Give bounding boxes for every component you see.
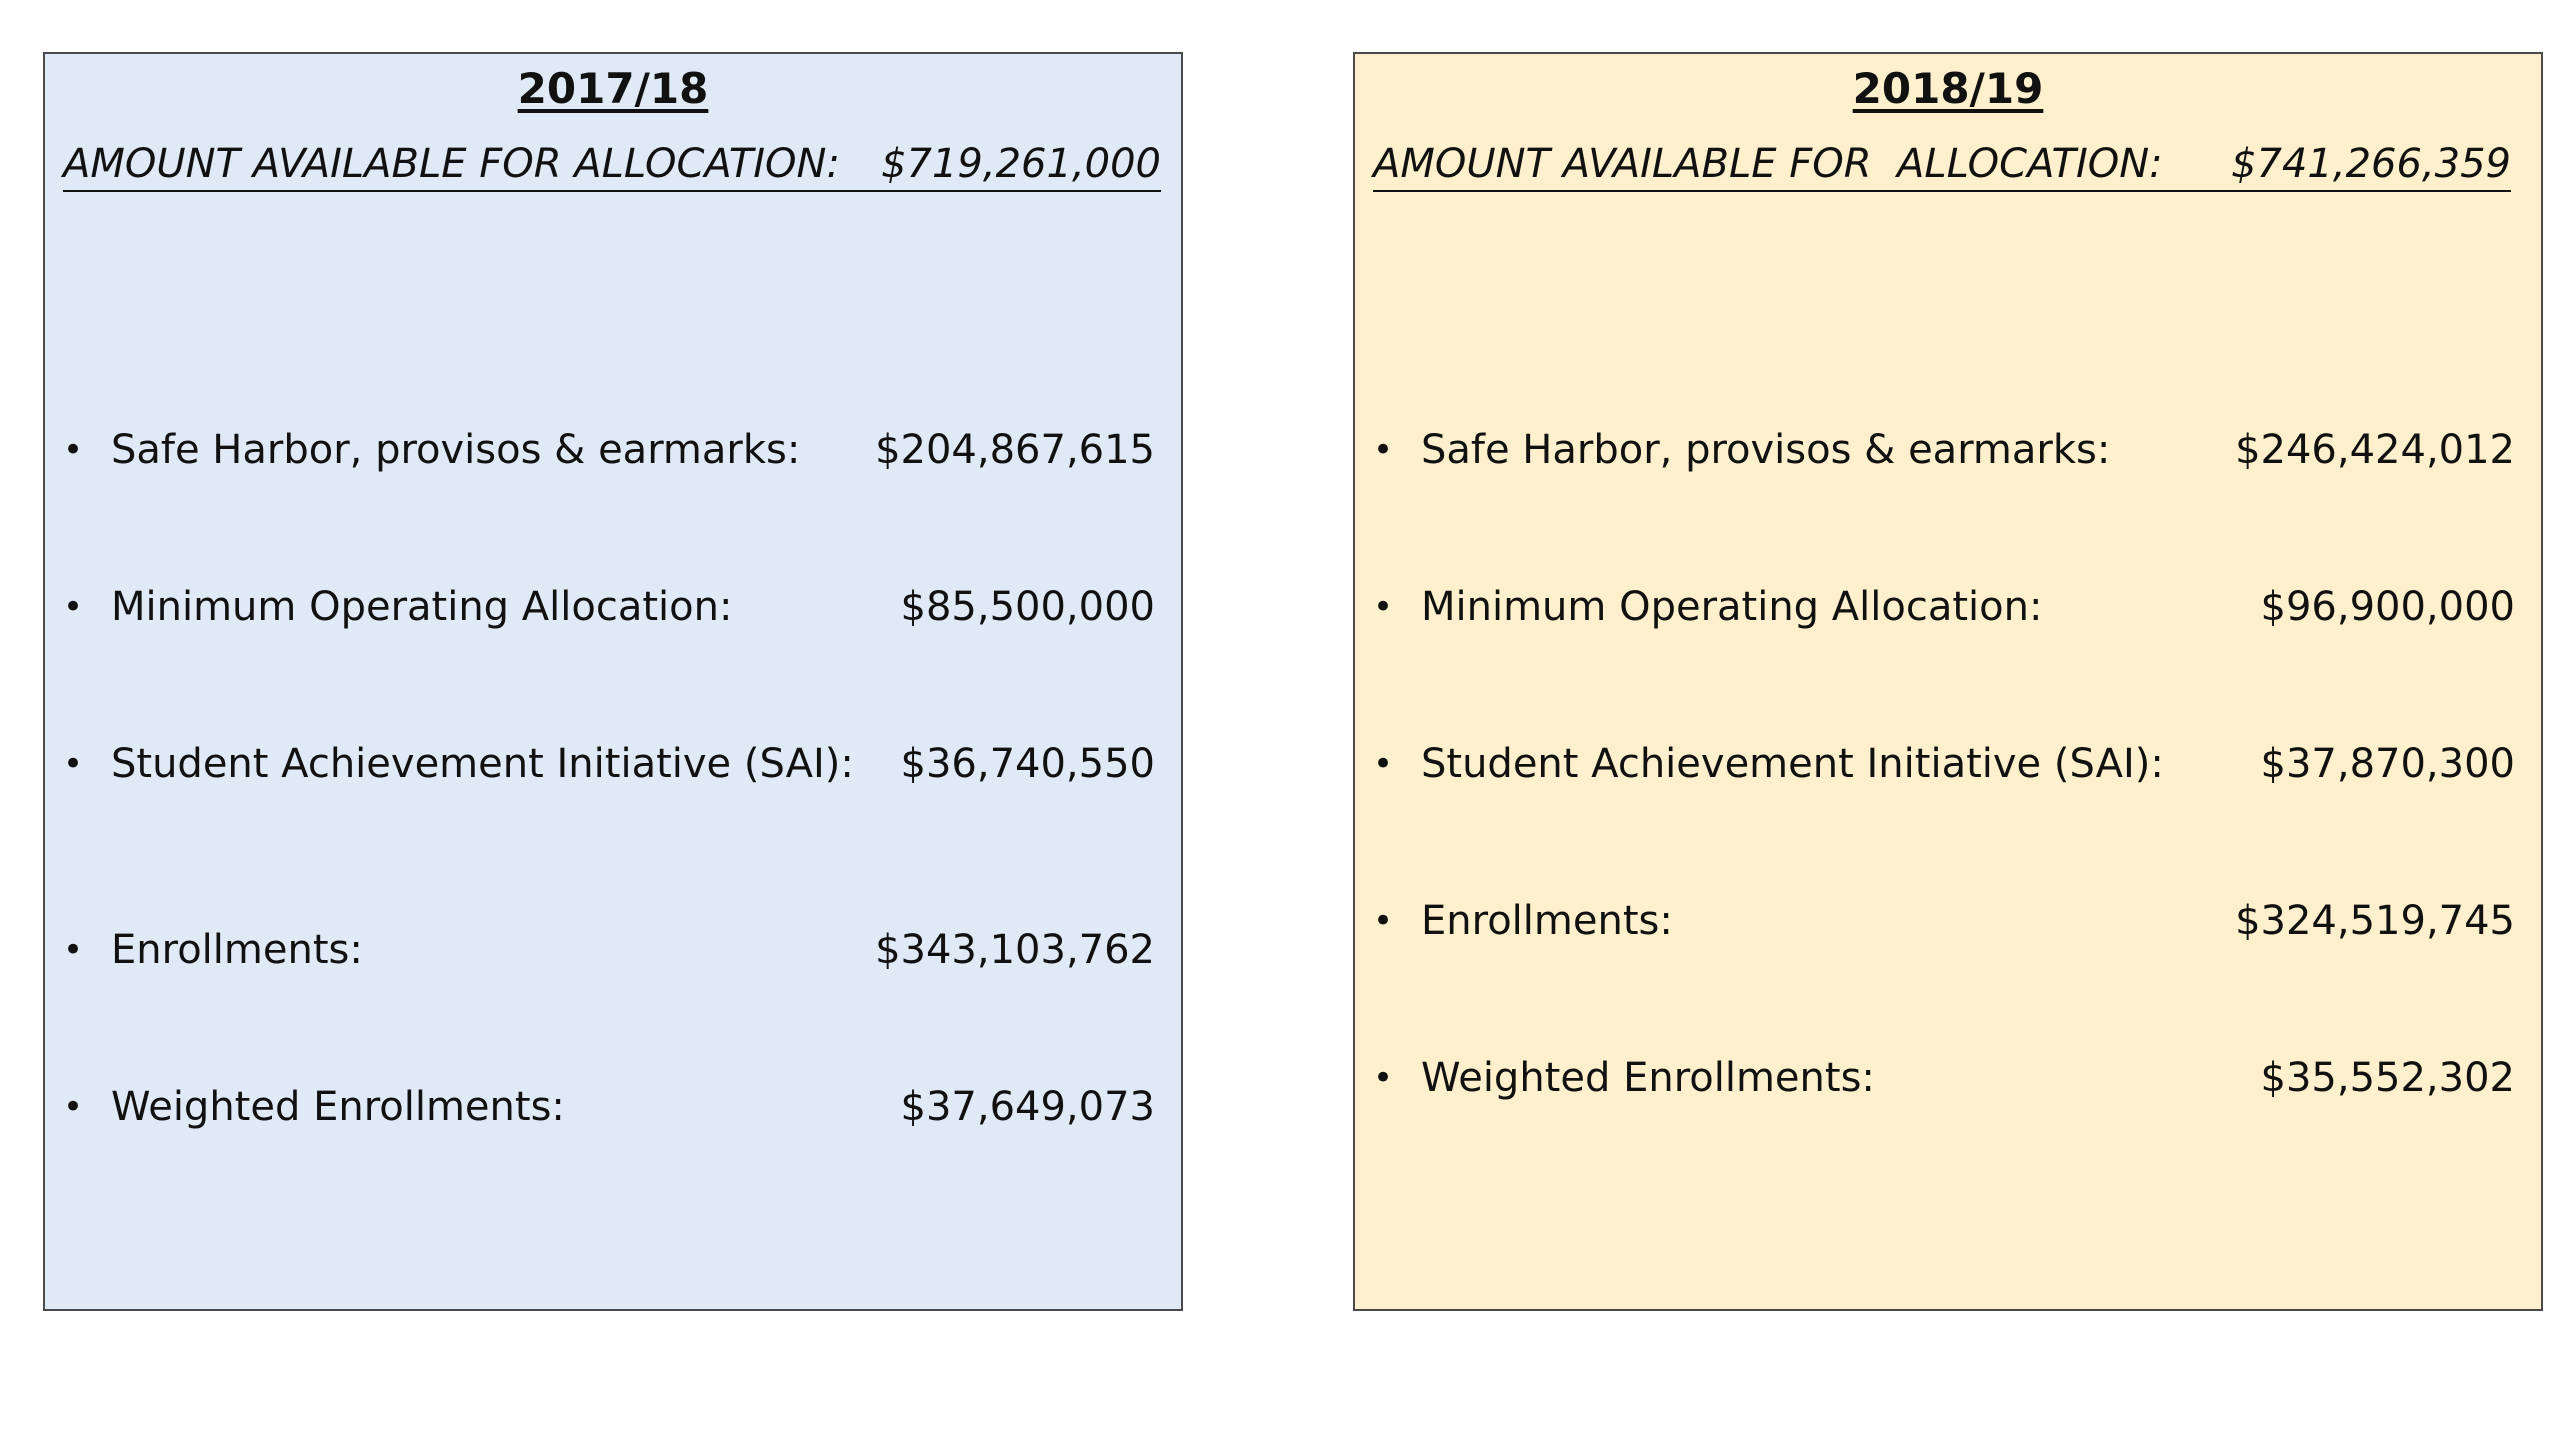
bullet-icon: •: [1373, 900, 1394, 941]
item-label: Minimum Operating Allocation:: [1421, 584, 2043, 630]
item-label: Weighted Enrollments:: [1421, 1055, 1875, 1101]
item-value: $36,740,550: [900, 741, 1155, 787]
bullet-icon: •: [63, 929, 84, 970]
year-heading: 2018/19: [1852, 64, 2044, 113]
amount-available-label: AMOUNT AVAILABLE FOR ALLOCATION:: [63, 141, 840, 187]
item-value: $324,519,745: [2235, 898, 2515, 944]
item-label: Enrollments:: [1421, 898, 1673, 944]
bullet-icon: •: [63, 743, 84, 784]
list-item: [63, 926, 363, 974]
list-item: [63, 426, 800, 474]
list-item: [1373, 583, 2042, 631]
bullet-icon: •: [1373, 743, 1394, 784]
bullet-icon: •: [63, 429, 84, 470]
list-item: [1373, 897, 1673, 945]
item-value: $35,552,302: [2260, 1055, 2515, 1101]
item-value: $96,900,000: [2260, 584, 2515, 630]
list-item: [63, 583, 732, 631]
amount-available-value: $719,261,000: [881, 141, 1161, 187]
list-item: [1373, 740, 2164, 788]
item-value: $37,649,073: [900, 1084, 1155, 1130]
year-heading: 2017/18: [517, 64, 709, 113]
bullet-icon: •: [63, 1086, 84, 1127]
item-label: Student Achievement Initiative (SAI):: [1421, 741, 2164, 787]
panel-2018-19: [1353, 52, 2543, 1311]
list-item: [63, 1083, 565, 1131]
amount-available-label: AMOUNT AVAILABLE FOR ALLOCATION:: [1373, 141, 2163, 187]
list-item: [1373, 426, 2110, 474]
item-value: $85,500,000: [900, 584, 1155, 630]
bullet-icon: •: [1373, 586, 1394, 627]
list-item: [1373, 1054, 1875, 1102]
bullet-icon: •: [1373, 429, 1394, 470]
bullet-icon: •: [63, 586, 84, 627]
item-value: $37,870,300: [2260, 741, 2515, 787]
item-label: Safe Harbor, provisos & earmarks:: [111, 427, 801, 473]
amount-available-value: $741,266,359: [2231, 141, 2511, 187]
list-item: [63, 740, 854, 788]
item-label: Student Achievement Initiative (SAI):: [111, 741, 854, 787]
item-value: $343,103,762: [875, 927, 1155, 973]
item-value: $246,424,012: [2235, 427, 2515, 473]
item-label: Enrollments:: [111, 927, 363, 973]
item-value: $204,867,615: [875, 427, 1155, 473]
amount-available-row: [1373, 138, 2511, 192]
panel-2017-18: [43, 52, 1183, 1311]
item-label: Minimum Operating Allocation:: [111, 584, 733, 630]
bullet-icon: •: [1373, 1057, 1394, 1098]
item-label: Weighted Enrollments:: [111, 1084, 565, 1130]
amount-available-row: [63, 138, 1161, 192]
item-label: Safe Harbor, provisos & earmarks:: [1421, 427, 2111, 473]
